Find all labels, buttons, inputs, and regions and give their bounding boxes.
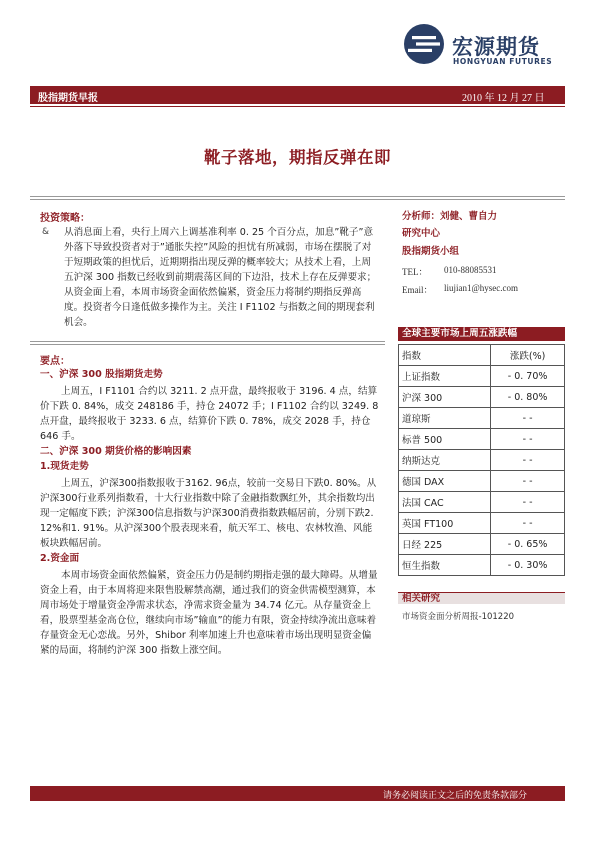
table-header-cell: 指数 <box>399 345 491 366</box>
table-row <box>399 429 565 450</box>
section-1-text: 上周五，I F1101 合约以 3211. 2 点开盘，最终报收于 3196. 4 点，结算价下跌 0. 84%，成交 248186 手，持仓 24072 手；I F1102 合约以 3249. 8 点开盘，最终报收于 3233. 6 点，结算价下跌 0. 78%，成交 2028 手，持仓 646 手。 <box>40 386 379 442</box>
points-label: 要点： <box>40 356 70 367</box>
index-name: 日经 225 <box>399 534 491 555</box>
index-name: 上证指数 <box>399 366 491 387</box>
points-divider <box>30 341 385 345</box>
email-link[interactable]: liujian1@hysec.com <box>444 283 519 293</box>
related-research-title: 相关研究 <box>398 592 565 604</box>
page-title: 靴子落地，期指反弹在即 <box>204 148 391 167</box>
index-name: 道琼斯 <box>399 408 491 429</box>
email-label: Email： <box>402 285 433 295</box>
subsection-1-title: 1.现货走势 <box>40 461 89 472</box>
index-change: - - <box>491 450 565 471</box>
disclaimer-note: 请务必阅读正文之后的免责条款部分 <box>383 791 528 801</box>
index-change: - - <box>491 408 565 429</box>
market-table-title: 全球主要市场上周五涨跌幅 <box>398 327 565 341</box>
table-row <box>399 492 565 513</box>
strategy-text: 从消息面上看，央行上周六上调基准利率 0. 25 个百分点，加息”靴子”意外落下导致投资者对于”通胀失控”风险的担忧有所减弱，市场在摆脱了对于短期政策的担忧后，近期期指出现反弹的概率较大；从技术上看，上周五沪深 300 指数已经收到前期震荡区间的下边沿，技术上存在反弹要求；从资金面上看，本周市场资金面依然偏紧，资金压力将制约期指反弹高度。投资者今日逢低做多操作为主。关注 I F1102 与指数之间的期现套利机会。 <box>64 227 377 328</box>
table-row <box>399 408 565 429</box>
points-content <box>40 367 380 658</box>
report-date: 2010 年 12 月 27 日 <box>462 93 545 104</box>
research-center: 研究中心 <box>402 228 441 239</box>
tel-value: 010-88085531 <box>444 265 497 275</box>
index-name: 沪深 300 <box>399 387 491 408</box>
report-type: 股指期货早报 <box>38 93 98 104</box>
table-row <box>399 366 565 387</box>
table-row <box>399 471 565 492</box>
index-name: 恒生指数 <box>399 555 491 576</box>
strategy-label: 投资策略： <box>40 213 90 224</box>
market-table <box>398 344 565 576</box>
index-change: - 0. 80% <box>491 387 565 408</box>
index-change: - 0. 65% <box>491 534 565 555</box>
subsection-2-text: 本周市场资金面依然偏紧，资金压力仍是制约期指走强的最大障碍。从增量资金上看，由于本周将迎来限售股解禁高潮，通过我们的资金供需模型测算，本周市场处于增量资金净需求状态，净需求资金量为 34.74 亿元。从存量资金上看，股票型基金高仓位，继续向市场”输血”的能力有限，资金持续净流出意味着存量资金无心恋战。另外，Shibor 利率加速上升也意味着市场出现明显资金偏紧的局面，将制约沪深 300 指数上涨空间。 <box>40 570 378 656</box>
table-row <box>399 513 565 534</box>
index-change: - 0. 30% <box>491 555 565 576</box>
related-research-link[interactable]: 市场资金面分析周报-101220 <box>402 612 515 622</box>
section-1-title: 一、沪深 300 股指期货走势 <box>40 369 163 380</box>
table-row <box>399 555 565 576</box>
table-row <box>399 387 565 408</box>
index-name: 德国 DAX <box>399 471 491 492</box>
subsection-2-title: 2.资金面 <box>40 553 80 564</box>
table-row <box>399 450 565 471</box>
header-rule <box>30 106 565 107</box>
strategy-bullet: & <box>42 227 50 237</box>
title-divider <box>30 196 565 200</box>
index-name: 纳斯达克 <box>399 450 491 471</box>
index-name: 法国 CAC <box>399 492 491 513</box>
tel-label: TEL： <box>402 267 428 277</box>
analyst-names: 分析师：刘健、曹自力 <box>402 211 498 222</box>
table-header-row <box>399 345 565 366</box>
brand-name-en: HONGYUAN FUTURES <box>453 57 553 66</box>
index-change: - - <box>491 513 565 534</box>
brand-name-cn: 宏源期货 <box>452 35 540 59</box>
index-name: 标普 500 <box>399 429 491 450</box>
table-header-cell: 涨跌(%) <box>491 345 565 366</box>
hongyuan-logo-icon <box>403 23 445 65</box>
subsection-1-text: 上周五，沪深300指数报收于3162. 96点，较前一交易日下跌0. 80%。从沪深300行业系列指数看，十大行业指数中除了金融指数飘红外，其余指数均出现一定幅度下跌；沪深300信息指数与沪深300消费指数跌幅居前，分别下跌2. 12%和1. 91%。从沪深300个股表现来看，航天军工、核电、农林牧渔、风能板块跌幅居前。 <box>40 478 377 549</box>
table-row <box>399 534 565 555</box>
index-change: - - <box>491 429 565 450</box>
index-change: - 0. 70% <box>491 366 565 387</box>
index-change: - - <box>491 492 565 513</box>
section-2-title: 二、沪深 300 期货价格的影响因素 <box>40 446 192 457</box>
index-change: - - <box>491 471 565 492</box>
research-group: 股指期货小组 <box>402 246 460 257</box>
index-name: 英国 FT100 <box>399 513 491 534</box>
